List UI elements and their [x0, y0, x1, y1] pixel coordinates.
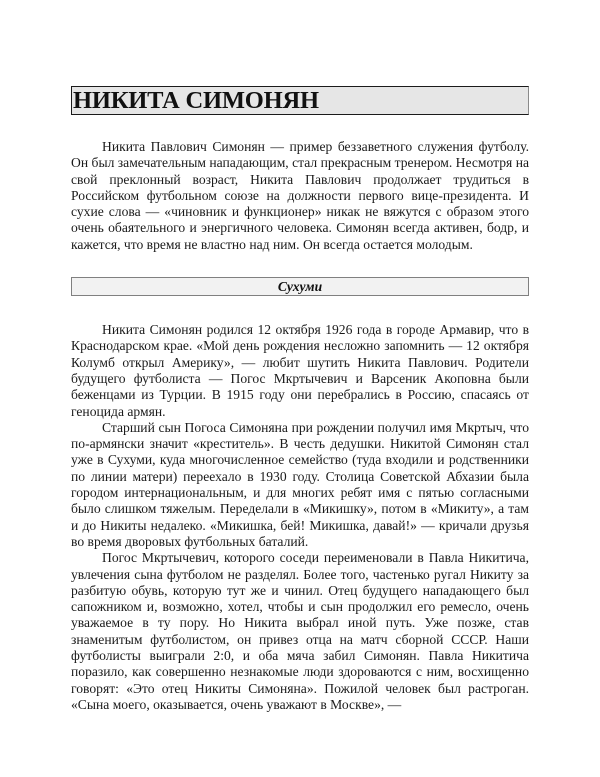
document-page [71, 86, 529, 713]
section-heading: Сухуми [71, 277, 529, 296]
chapter-title: НИКИТА СИМОНЯН [71, 86, 529, 115]
sukhumi-section [71, 322, 529, 713]
body-paragraph: Никита Симонян родился 12 октября 1926 года в городе Армавир, что в Краснодарском крае. «Мой день рождения несложно запомнить — 12 октября Колумб открыл Америку», — любит шутить Никита Павлович. Родители будущего футболиста — Погос Мкртычевич и Варсеник Акоповна были беженцами из Турции. В 1915 году они перебрались в Россию, спасаясь от геноцида армян. [71, 322, 529, 419]
body-paragraph: Старший сын Погоса Симоняна при рождении получил имя Мкртыч, что по-армянски значит «креститель». В честь дедушки. Никитой Симонян стал уже в Сухуми, куда многочисленное семейство (туда входили и родственники по линии матери) переехало в 1930 году. Столица Советской Абхазии была городом интернациональным, и для многих ребят имя с пятью согласными было слишком тяжелым. Переделали в «Микишку», потом в «Микиту», а там и до Никиты недалеко. «Микишка, бей! Микишка, давай!» — кричали друзья во время дворовых футбольных баталий. [71, 419, 529, 549]
intro-paragraph: Никита Павлович Симонян — пример беззаветного служения футболу. Он был замечательным нападающим, стал прекрасным тренером. Несмотря на свой преклонный возраст, Никита Павлович продолжает трудиться в Российском футбольном союзе на должности первого вице-президента. И сухие слова — «чиновник и функционер» никак не вяжутся с образом этого очень обаятельного и энергичного человека. Симонян всегда активен, бодр, и кажется, что время не властно над ним. Он всегда остается молодым. [71, 139, 529, 252]
intro-section [71, 139, 529, 253]
body-paragraph: Погос Мкртычевич, которого соседи переименовали в Павла Никитича, увлечения сына футболом не разделял. Более того, частенько ругал Никиту за разбитую обувь, которую тут же и чинил. Отец будущего нападающего был сапожником и, возможно, хотел, чтобы и сын продолжил его ремесло, очень уважаемое в ту пору. Но Никита выбрал иной путь. Уже позже, став знаменитым футболистом, он привез отца на матч сборной СССР. Наши футболисты выиграли 2:0, и оба мяча забил Симонян. Павла Никитича поразило, как совершенно незнакомые люди здороваются с ним, восхищенно говорят: «Это отец Никиты Симоняна». Пожилой человек был растроган. «Сына моего, оказывается, очень уважают в Москве», — [71, 550, 529, 712]
